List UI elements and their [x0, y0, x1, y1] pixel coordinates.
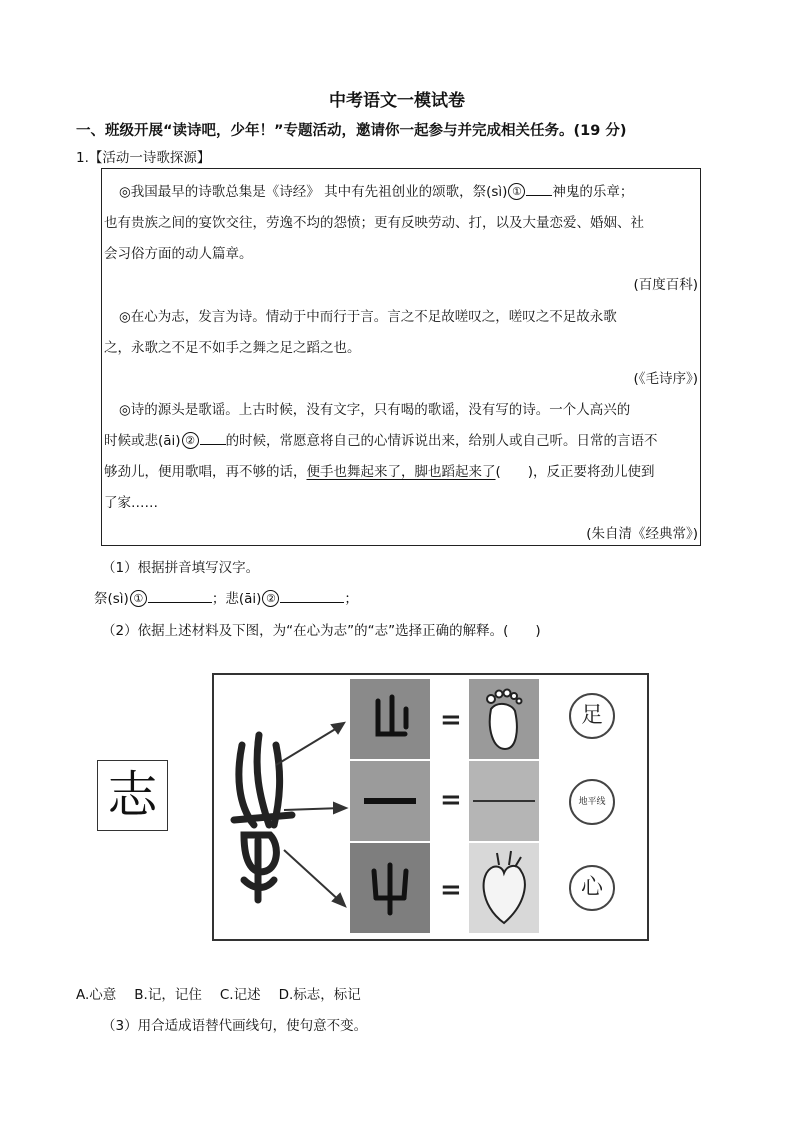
foot-image	[469, 679, 539, 759]
question-1-label: 1.【活动一诗歌探源】	[76, 150, 211, 166]
text: ◎我国最早的诗歌总集是《诗经》 其中有先祖创业的颂歌，祭(sì)	[119, 184, 508, 200]
blank-line	[200, 430, 226, 445]
sub-question-3: （3）用合适成语替代画线句，使句意不变。	[102, 1018, 368, 1034]
material-2-line-1: ◎在心为志，发言为诗。情动于中而行于言。言之不足故嗟叹之，嗟叹之不足故永歌	[119, 309, 617, 325]
blank-number-2: ②	[182, 432, 199, 449]
material-box	[101, 168, 701, 546]
source-zhuziqing: (朱自清《经典常》)	[586, 526, 698, 542]
ring-label-horizon: 地平线	[569, 779, 615, 825]
zhi-character-box: 志	[97, 760, 168, 831]
horizon-line-image	[469, 761, 539, 841]
etymology-figure	[212, 673, 649, 941]
options-row	[76, 983, 361, 1003]
material-3-line-3	[104, 460, 655, 480]
material-3-line-1: ◎诗的源头是歌谣。上古时候，没有文字，只有喝的歌谣，没有写的诗。一个人高兴的	[119, 402, 631, 418]
material-1-line-1	[119, 180, 633, 200]
ring-label-foot: 足	[569, 693, 615, 739]
material-3-line-2	[104, 429, 658, 449]
text: 的时候，常愿意将自己的心情诉说出来，给别人或自己听。日常的言语不	[225, 433, 658, 449]
heart-image	[469, 843, 539, 933]
equals-sign: =	[440, 875, 462, 905]
option-d[interactable]: D.标志，标记	[278, 987, 361, 1003]
blank-number-2: ②	[262, 590, 279, 607]
option-c[interactable]: C.记述	[219, 987, 261, 1003]
page-title: 中考语文一模试卷	[329, 91, 465, 111]
text: ( )，反正要将劲儿使到	[495, 464, 655, 480]
option-b[interactable]: B.记，记住	[134, 987, 202, 1003]
blank-number-1: ①	[508, 183, 525, 200]
glyph-line-ancient	[350, 761, 430, 841]
option-a[interactable]: A.心意	[76, 987, 117, 1003]
text: 够劲儿，便用歌唱，再不够的话，	[104, 464, 307, 480]
material-1-line-3: 会习俗方面的动人篇章。	[104, 246, 253, 262]
source-baidu: (百度百科)	[633, 277, 698, 293]
answer-blank-2[interactable]	[280, 588, 344, 603]
underlined-sentence: 便手也舞起来了，脚也蹈起来了	[306, 464, 496, 480]
text: ；	[344, 591, 358, 607]
glyph-foot-ancient	[350, 679, 430, 759]
glyph-heart-ancient	[350, 843, 430, 933]
fill-in-line	[94, 587, 358, 607]
text: 时候或悲(āi)	[104, 433, 181, 449]
text: 祭(sì)	[94, 591, 129, 607]
sub-question-2: （2）依据上述材料及下图，为“在心为志”的“志”选择正确的解释。( )	[102, 623, 541, 639]
sub-question-1: （1）根据拼音填写汉字。	[102, 560, 260, 576]
blank-line	[526, 181, 552, 196]
ring-label-heart: 心	[569, 865, 615, 911]
section-heading: 一、班级开展“读诗吧，少年！”专题活动，邀请你一起参与并完成相关任务。(19 分)	[76, 123, 627, 139]
answer-blank-1[interactable]	[148, 588, 212, 603]
text: 神鬼的乐章；	[552, 184, 634, 200]
blank-number-1: ①	[130, 590, 147, 607]
equals-sign: =	[440, 785, 462, 815]
text: ；悲(āi)	[211, 591, 262, 607]
source-maoshixu: (《毛诗序》)	[633, 371, 698, 387]
material-1-line-2: 也有贵族之间的宴饮交往，劳逸不均的怨愤；更有反映劳动、打，以及大量恋爱、婚姻、社	[104, 215, 644, 231]
material-3-line-4: 了家……	[104, 495, 158, 511]
equals-sign: =	[440, 705, 462, 735]
material-2-line-2: 之，永歌之不足不如手之舞之足之蹈之也。	[104, 340, 361, 356]
